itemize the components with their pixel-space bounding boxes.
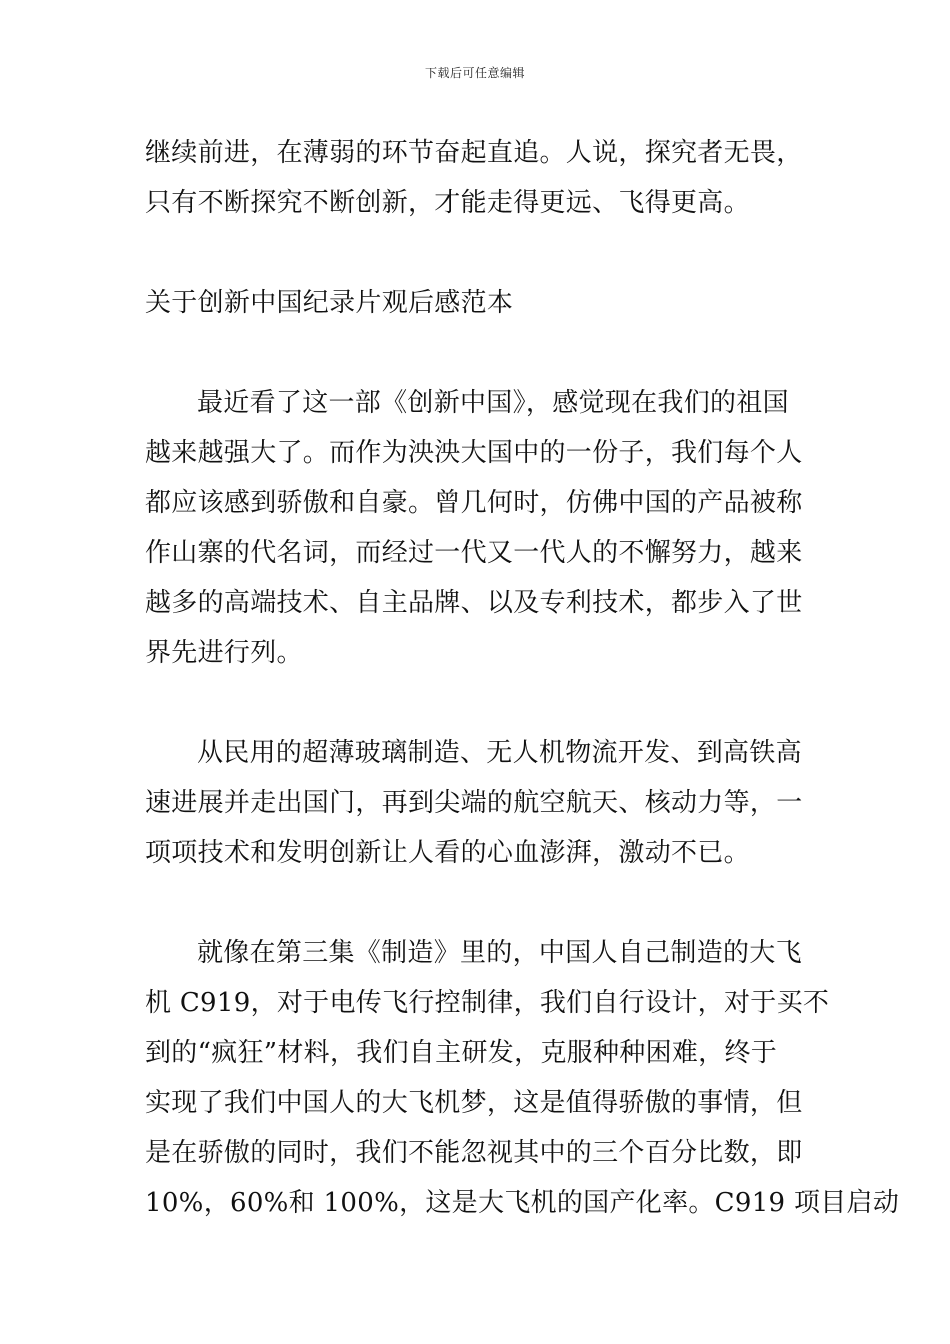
text-line: 就像在第三集《制造》里的，中国人自己制造的大飞 — [197, 938, 802, 968]
text-line: 只有不断探究不断创新，才能走得更远、飞得更高。 — [145, 188, 750, 218]
text-line: 最近看了这一部《创新中国》，感觉现在我们的祖国 — [197, 388, 789, 418]
section-heading — [145, 278, 807, 328]
text-line: 界先进行列。 — [145, 638, 303, 668]
text-line: 是在骄傲的同时，我们不能忽视其中的三个百分比数，即 — [145, 1138, 803, 1168]
text-line: 都应该感到骄傲和自豪。曾几何时，仿佛中国的产品被称 — [145, 488, 803, 518]
text-line: 越来越强大了。而作为泱泱大国中的一份子，我们每个人 — [145, 438, 803, 468]
heading-line: 关于创新中国纪录片观后感范本 — [145, 288, 514, 318]
text-line: 实现了我们中国人的大飞机梦，这是值得骄傲的事情，但 — [145, 1088, 803, 1118]
document-body — [145, 128, 900, 1228]
text-line: 10%，60%和 100%，这是大飞机的国产化率。C919 项目启动 — [145, 1188, 900, 1218]
paragraph-c919 — [145, 928, 900, 1228]
text-line: 继续前进，在薄弱的环节奋起直追。人说，探究者无畏， — [145, 138, 803, 168]
text-line: 作山寨的代名词，而经过一代又一代人的不懈努力，越来 — [145, 538, 803, 568]
page-header: 下载后可任意编辑 — [424, 66, 525, 80]
text-line: 机 C919，对于电传飞行控制律，我们自行设计，对于买不 — [145, 988, 830, 1018]
paragraph-continuation — [145, 128, 807, 228]
text-line: 从民用的超薄玻璃制造、无人机物流开发、到高铁高 — [197, 738, 802, 768]
text-line: 到的“疯狂”材料，我们自主研发，克服种种困难，终于 — [145, 1038, 778, 1068]
text-line: 速进展并走出国门，再到尖端的航空航天、核动力等，一 — [145, 788, 803, 818]
paragraph-intro — [145, 378, 807, 678]
text-line: 越多的高端技术、自主品牌、以及专利技术，都步入了世 — [145, 588, 803, 618]
paragraph-technology — [145, 728, 807, 878]
text-line: 项项技术和发明创新让人看的心血澎湃，激动不已。 — [145, 838, 750, 868]
